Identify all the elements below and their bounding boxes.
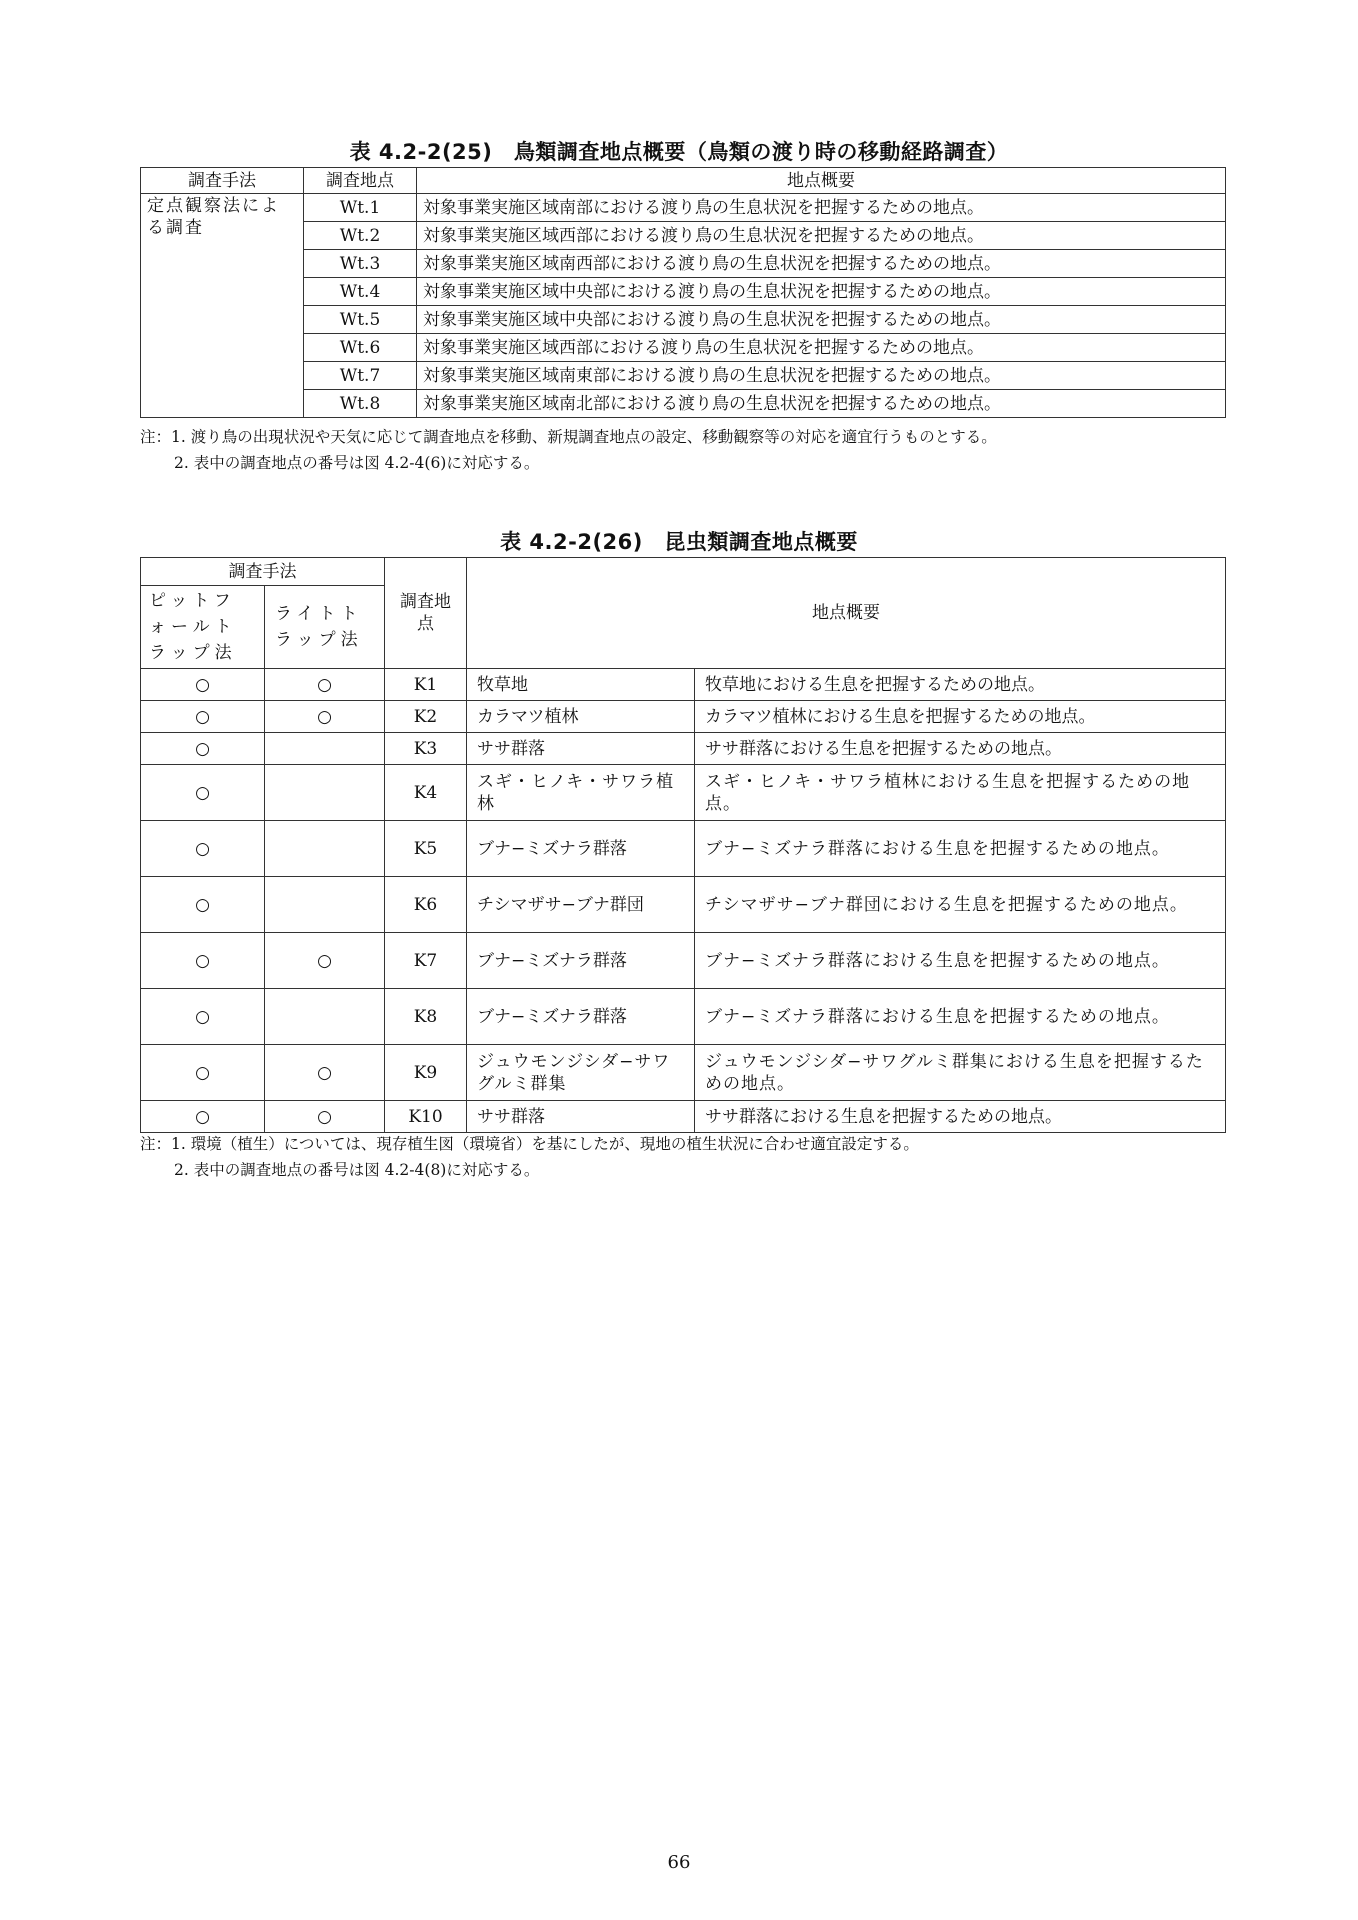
table25-row-point: Wt.5 — [304, 306, 417, 334]
table26-row-light: ○ — [265, 1101, 385, 1133]
table26-row-desc: ササ群落における生息を把握するための地点。 — [695, 1101, 1226, 1133]
table26-row-light — [265, 733, 385, 765]
table26-row-point: K8 — [385, 989, 467, 1045]
table25-row-desc: 対象事業実施区域南東部における渡り鳥の生息状況を把握するための地点。 — [417, 362, 1226, 390]
table26-row-point: K6 — [385, 877, 467, 933]
table26-header-pitfall: ピットフォールトラップ法 — [141, 586, 265, 669]
table26-row-light: ○ — [265, 701, 385, 733]
table26-row-desc: チシマザサ−ブナ群団における生息を把握するための地点。 — [695, 877, 1226, 933]
table26-header-light: ライトトラップ法 — [265, 586, 385, 669]
table26-row-point: K9 — [385, 1045, 467, 1101]
table25-row-point: Wt.3 — [304, 250, 417, 278]
table25-row-point: Wt.8 — [304, 390, 417, 418]
table26-row-light: ○ — [265, 669, 385, 701]
table26-row-pitfall: ○ — [141, 765, 265, 821]
table25-row-desc: 対象事業実施区域西部における渡り鳥の生息状況を把握するための地点。 — [417, 334, 1226, 362]
table26-row-light — [265, 821, 385, 877]
table26-header-method: 調査手法 — [141, 558, 385, 586]
page-number: 66 — [667, 1852, 691, 1873]
table25-row-desc: 対象事業実施区域南西部における渡り鳥の生息状況を把握するための地点。 — [417, 250, 1226, 278]
table26-row-pitfall: ○ — [141, 933, 265, 989]
table26-row-point: K4 — [385, 765, 467, 821]
table26-row-pitfall: ○ — [141, 1045, 265, 1101]
table26-row-point: K7 — [385, 933, 467, 989]
table26-row-env: 牧草地 — [467, 669, 695, 701]
table26-row-light: ○ — [265, 1045, 385, 1101]
table25-row-point: Wt.2 — [304, 222, 417, 250]
table25-notes — [140, 424, 997, 476]
table25-method-cell: 定点観察法による調査 — [141, 194, 304, 418]
table26-row-point: K3 — [385, 733, 467, 765]
table25-note-2: 2. 表中の調査地点の番号は図 4.2-4(6)に対応する。 — [174, 454, 540, 472]
table26-row-desc: ブナ−ミズナラ群落における生息を把握するための地点。 — [695, 933, 1226, 989]
table26-row-desc: 牧草地における生息を把握するための地点。 — [695, 669, 1226, 701]
table26-row-desc: スギ・ヒノキ・サワラ植林における生息を把握するための地点。 — [695, 765, 1226, 821]
table26-note-2: 2. 表中の調査地点の番号は図 4.2-4(8)に対応する。 — [174, 1161, 540, 1179]
table25-row-point: Wt.1 — [304, 194, 417, 222]
table26-row-pitfall: ○ — [141, 989, 265, 1045]
table26-row-env: ブナ−ミズナラ群落 — [467, 989, 695, 1045]
table25-header-summary: 地点概要 — [417, 168, 1226, 194]
table25-row-point: Wt.6 — [304, 334, 417, 362]
table25-note-1: 注：1. 渡り鳥の出現状況や天気に応じて調査地点を移動、新規調査地点の設定、移動観察等の対応を適宜行うものとする。 — [140, 428, 997, 446]
table26-row-light — [265, 877, 385, 933]
table25-header-method: 調査手法 — [141, 168, 304, 194]
table25-row-desc: 対象事業実施区域中央部における渡り鳥の生息状況を把握するための地点。 — [417, 278, 1226, 306]
table25 — [140, 167, 1226, 418]
table26-row-env: ブナ−ミズナラ群落 — [467, 821, 695, 877]
table26-row-desc: ブナ−ミズナラ群落における生息を把握するための地点。 — [695, 989, 1226, 1045]
table26-row-pitfall: ○ — [141, 701, 265, 733]
table26-row-point: K5 — [385, 821, 467, 877]
table26-row-point: K2 — [385, 701, 467, 733]
table26-header-summary: 地点概要 — [467, 558, 1226, 669]
table26-row-light — [265, 765, 385, 821]
table25-header-point: 調査地点 — [304, 168, 417, 194]
table26-row-light: ○ — [265, 933, 385, 989]
table26-row-pitfall: ○ — [141, 669, 265, 701]
table26-row-pitfall: ○ — [141, 1101, 265, 1133]
table26-row-env: カラマツ植林 — [467, 701, 695, 733]
table26-caption: 表 4.2-2(26) 昆虫類調査地点概要 — [500, 530, 858, 554]
table26-header-point: 調査地点 — [385, 558, 467, 669]
table26 — [140, 557, 1226, 1133]
table26-row-light — [265, 989, 385, 1045]
table26-row-env: ジュウモンジシダ−サワグルミ群集 — [467, 1045, 695, 1101]
table26-row-point: K1 — [385, 669, 467, 701]
table26-row-desc: ジュウモンジシダ−サワグルミ群集における生息を把握するための地点。 — [695, 1045, 1226, 1101]
table25-caption: 表 4.2-2(25) 鳥類調査地点概要（鳥類の渡り時の移動経路調査） — [349, 140, 1009, 164]
table26-row-pitfall: ○ — [141, 733, 265, 765]
table25-row-desc: 対象事業実施区域南北部における渡り鳥の生息状況を把握するための地点。 — [417, 390, 1226, 418]
table26-notes — [140, 1131, 919, 1183]
table26-note-1: 注：1. 環境（植生）については、現存植生図（環境省）を基にしたが、現地の植生状況に合わせ適宜設定する。 — [140, 1135, 919, 1153]
table26-row-pitfall: ○ — [141, 877, 265, 933]
table25-row-point: Wt.4 — [304, 278, 417, 306]
table25-row-desc: 対象事業実施区域中央部における渡り鳥の生息状況を把握するための地点。 — [417, 306, 1226, 334]
table25-row-point: Wt.7 — [304, 362, 417, 390]
table25-row-desc: 対象事業実施区域南部における渡り鳥の生息状況を把握するための地点。 — [417, 194, 1226, 222]
table26-row-env: スギ・ヒノキ・サワラ植林 — [467, 765, 695, 821]
table26-row-env: ササ群落 — [467, 733, 695, 765]
table26-row-desc: ブナ−ミズナラ群落における生息を把握するための地点。 — [695, 821, 1226, 877]
table26-row-env: ブナ−ミズナラ群落 — [467, 933, 695, 989]
table25-row-desc: 対象事業実施区域西部における渡り鳥の生息状況を把握するための地点。 — [417, 222, 1226, 250]
table26-row-env: ササ群落 — [467, 1101, 695, 1133]
table26-row-desc: カラマツ植林における生息を把握するための地点。 — [695, 701, 1226, 733]
table26-row-pitfall: ○ — [141, 821, 265, 877]
table26-row-point: K10 — [385, 1101, 467, 1133]
table26-row-env: チシマザサ−ブナ群団 — [467, 877, 695, 933]
table26-row-desc: ササ群落における生息を把握するための地点。 — [695, 733, 1226, 765]
